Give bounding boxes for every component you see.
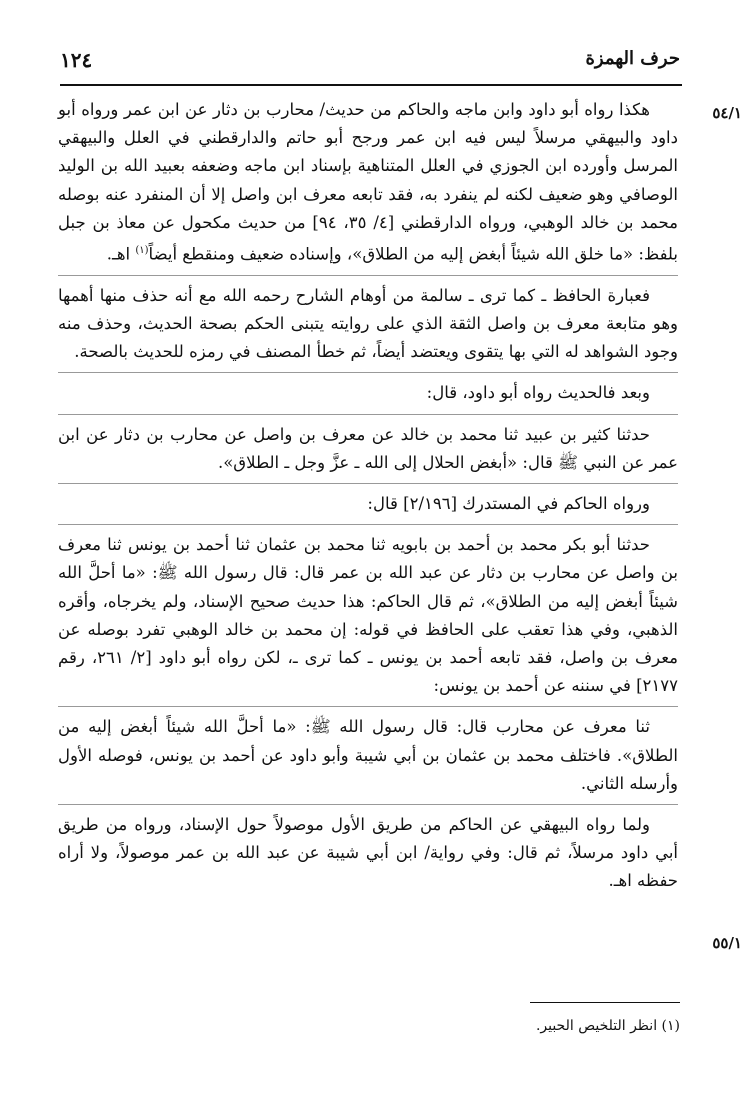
page-number: ١٢٤ <box>60 48 93 72</box>
footnote: (١) انظر التلخيص الحبير. <box>535 1018 680 1034</box>
footnote-divider <box>530 1002 680 1003</box>
section-divider <box>58 275 678 276</box>
page-header <box>60 42 680 82</box>
header-divider <box>60 84 682 86</box>
page-title: حرف الهمزة <box>585 48 680 69</box>
paragraph: حدثنا أبو بكر محمد بن أحمد بن بابويه ثنا محمد بن عثمان ثنا أحمد بن يونس ثنا معرف بن واصل عن محارب بن دثار عن عبد الله بن عمر قال: قال رسول الله ﷺ: «ما أحلَّ الله شيئاً أبغض إليه من الطلاق»، ثم قال الحاكم: هذا حديث صحيح الإسناد، ولم يخرجاه، وأقره الذهبي، وفي هذا تعقب على الحافظ في قوله: إن محمد بن خالد الوهبي تفرد بوصله عن معرف بن واصل، فقد تابعه أحمد بن يونس ـ كما ترى ـ، لكن رواه أبو داود [٢/ ٢٦١، رقم ٢١٧٧] في سننه عن أحمد بن يونس: <box>58 535 678 696</box>
footnote-marker: (١) <box>135 245 149 257</box>
paragraph: ولما رواه البيهقي عن الحاكم من طريق الأول موصولاً حول الإسناد، ورواه من طريق أبي داود مرسلاً، ثم قال: وفي رواية/ ابن أبي شيبة عن عبد الله بن عمر موصولاً، ولا أراه حفظه اهـ. <box>58 814 678 891</box>
section-divider <box>58 414 678 415</box>
section-divider <box>58 524 678 525</box>
paragraph: هكذا رواه أبو داود وابن ماجه والحاكم من حديث/ محارب بن دثار عن ابن عمر ورواه أبو داود والبيهقي مرسلاً ليس فيه ابن عمر ورجح أبو حاتم والدارقطني في العلل والبيهقي المرسل وأورده ابن الجوزي في العلل المتناهية بإسناد ابن ماجه وضعفه بعبيد الله بن الوليد الوصافي وهو ضعيف لكنه لم ينفرد به، فقد تابعه معرف ابن واصل إلا أن المنفرد عنه بوصله محمد بن خالد الوهبي، ورواه الدارقطني [٤/ ٣٥، ٩٤] من حديث مكحول عن معاذ بن جبل بلفظ: «ما خلق الله شيئاً أبغض إليه من الطلاق»، وإسناده ضعيف ومنقطع أيضاً$^{(١)}$ اهـ. <box>58 100 678 264</box>
page-body <box>58 96 678 900</box>
section-divider <box>58 372 678 373</box>
paragraph: فعبارة الحافظ ـ كما ترى ـ سالمة من أوهام الشارح رحمه الله مع أنه حذف منها أهمها وهو متابعة معرف بن واصل الثقة الذي على روايته يتبنى الحكم بصحة الحديث، وحذف منه وجود الشواهد له التي بها يتقوى ويعتضد أيضاً، ثم خطأ المصنف في رمزه للحديث بالصحة. <box>58 285 678 362</box>
margin-reference-second: ٥٥/١ <box>712 934 742 952</box>
section-divider <box>58 804 678 805</box>
section-divider <box>58 706 678 707</box>
paragraph: ورواه الحاكم في المستدرك [٢/١٩٦] قال: <box>367 493 650 513</box>
paragraph: وبعد فالحديث رواه أبو داود، قال: <box>426 383 650 403</box>
margin-reference-first: ٥٤/١ <box>712 104 742 122</box>
paragraph: حدثنا كثير بن عبيد ثنا محمد بن خالد عن معرف بن واصل عن محارب بن دثار عن ابن عمر عن النبي ﷺ قال: «أبغض الحلال إلى الله ـ عزَّ وجل ـ الطلاق». <box>58 424 678 472</box>
paragraph: ثنا معرف عن محارب قال: قال رسول الله ﷺ: «ما أحلَّ الله شيئاً أبغض إليه من الطلاق». فاختلف محمد بن عثمان بن أبي شيبة وأبو داود عن أحمد بن يونس، فوصله الأول وأرسله الثاني. <box>58 717 678 793</box>
section-divider <box>58 483 678 484</box>
